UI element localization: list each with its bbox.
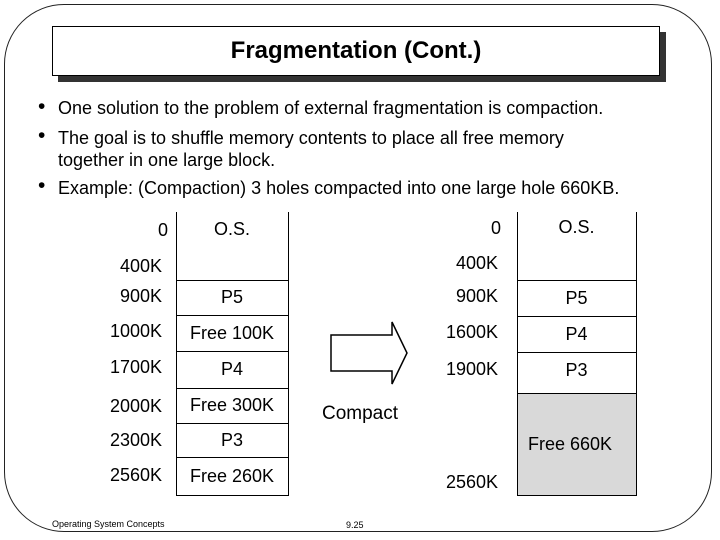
address-label: 400K (456, 253, 499, 273)
address-label: 400K (120, 256, 163, 276)
address-label: 2000K (110, 396, 163, 416)
memory-block-p3: P3 (220, 429, 244, 450)
bullet-2-line-1: The goal is to shuffle memory contents to place all free memory (58, 128, 564, 148)
memory-block-p5: P5 (565, 287, 588, 308)
address-label: 900K (456, 286, 499, 306)
right-arrow-icon (328, 318, 412, 388)
address-label: 2560K (110, 465, 163, 485)
bullet-3-line-1: Example: (Compaction) 3 holes compacted into one large hole 660KB. (58, 178, 620, 198)
address-label: 1700K (110, 357, 163, 377)
bullet-marker: • (38, 95, 46, 118)
bullet-marker: • (38, 124, 46, 147)
bullet-1-line-1: One solution to the problem of external fragmentation is compaction. (58, 98, 604, 118)
address-label: 1000K (110, 321, 163, 341)
memory-block-p4: P4 (565, 323, 588, 344)
memory-block-p3: P3 (565, 359, 588, 380)
slide-title: Fragmentation (Cont.) (52, 26, 660, 76)
memory-block-os: O.S. (213, 218, 250, 239)
address-label: 2560K (446, 472, 499, 492)
memory-block-free: Free 260K (189, 465, 275, 486)
address-label: 2300K (110, 430, 163, 450)
bullet-marker: • (38, 174, 46, 197)
address-label: 1900K (446, 359, 499, 379)
footer-course-title: Operating System Concepts (52, 519, 165, 529)
memory-block-p4: P4 (220, 359, 244, 379)
address-label: 0 (158, 220, 169, 240)
address-label: 1600K (446, 322, 499, 342)
address-label: 900K (120, 286, 163, 306)
memory-block-p5: P5 (220, 287, 244, 307)
memory-block-os: O.S. (558, 216, 595, 237)
address-label: 0 (491, 218, 502, 238)
compact-label: Compact (322, 403, 399, 424)
memory-block-free: Free 660K (528, 434, 613, 454)
page-number: 9.25 (346, 520, 364, 530)
memory-block-free: Free 100K (189, 322, 275, 343)
memory-block-free: Free 300K (189, 395, 275, 415)
bullet-2-line-2: together in one large block. (58, 150, 276, 170)
